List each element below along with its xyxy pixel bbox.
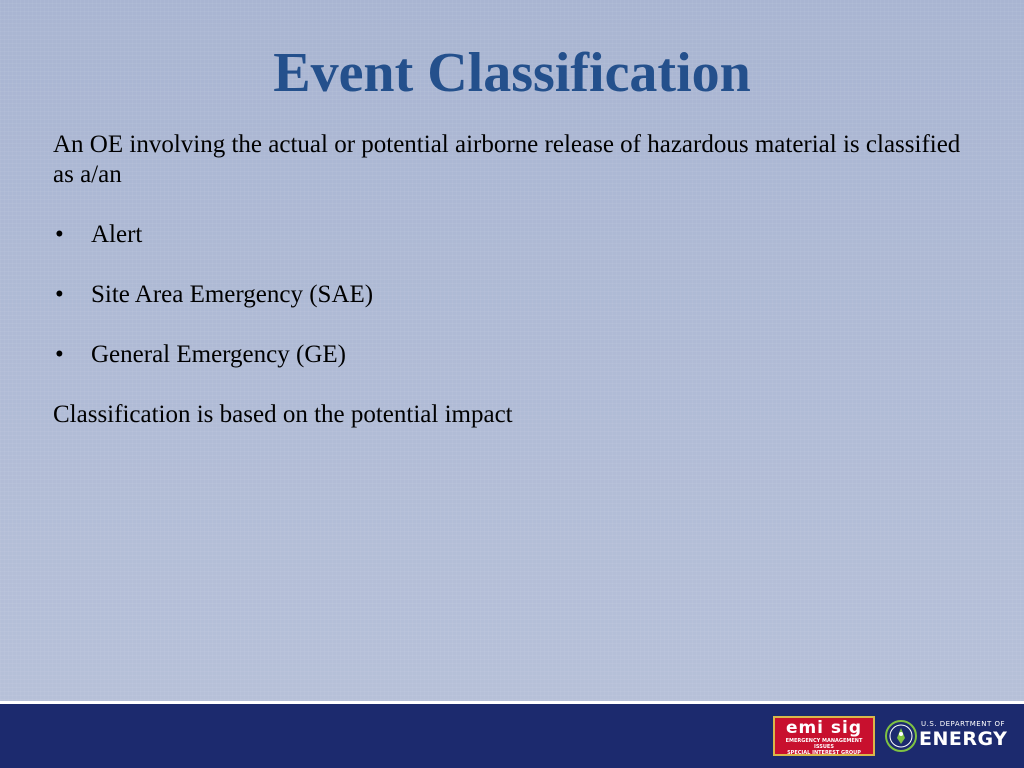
slide-title: Event Classification: [273, 41, 751, 104]
doe-wordmark: [919, 720, 1007, 750]
intro-paragraph: An OE involving the actual or potential airborne release of hazardous material is classified as a/an: [53, 131, 961, 188]
doe-wordmark-small: U.S. DEPARTMENT OF: [921, 720, 1005, 728]
doe-seal-icon: [885, 720, 917, 752]
doe-wordmark-big: ENERGY: [919, 728, 1008, 750]
bullet-item-sae: [53, 280, 973, 310]
bullet-text: Site Area Emergency (SAE): [91, 281, 374, 308]
outro-paragraph: Classification is based on the potential impact: [53, 401, 513, 428]
emi-logo-line2: SPECIAL INTEREST GROUP: [787, 750, 861, 756]
bullet-text: General Emergency (GE): [91, 341, 346, 368]
bullet-dot: •: [55, 281, 64, 308]
bullet-list: [53, 220, 973, 370]
emi-logo-main: emi sig: [785, 718, 863, 738]
bullet-dot: •: [55, 341, 64, 368]
bullet-text: Alert: [91, 221, 143, 248]
emi-sig-logo: [773, 716, 875, 756]
bullet-item-ge: [53, 340, 973, 370]
slide-body: [53, 130, 973, 430]
bullet-item-alert: [53, 220, 973, 250]
bullet-dot: •: [55, 221, 64, 248]
footer-bar: [0, 704, 1024, 768]
emi-logo-line1: EMERGENCY MANAGEMENT ISSUES: [785, 738, 863, 750]
